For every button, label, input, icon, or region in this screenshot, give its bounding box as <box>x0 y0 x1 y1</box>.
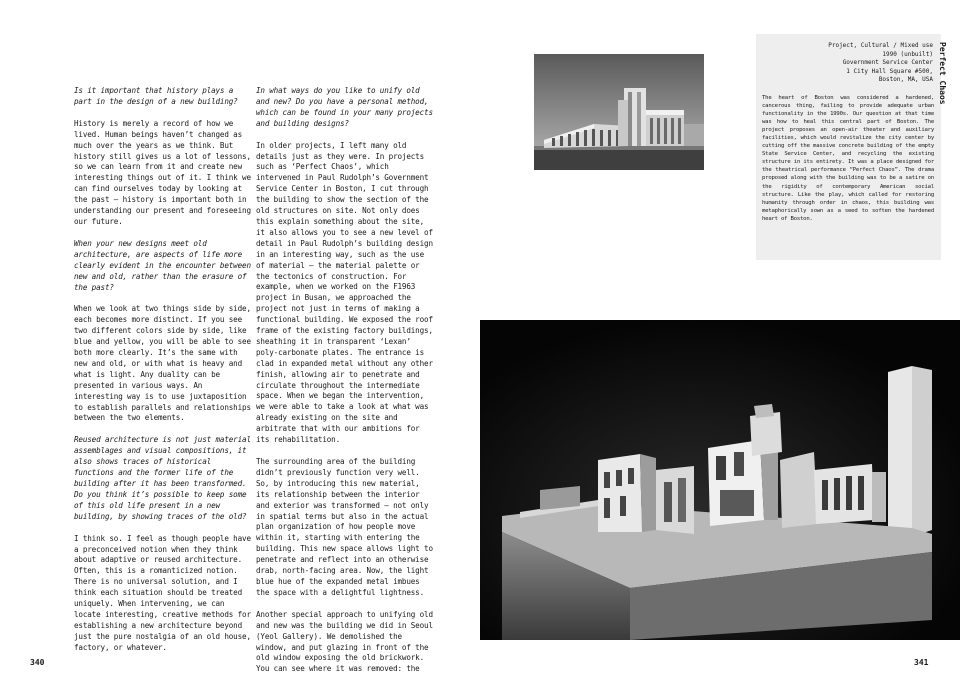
project-type: Project, Cultural / Mixed use <box>828 42 933 49</box>
project-title-vertical: Perfect Chaos <box>938 42 947 105</box>
page-number-right: 341 <box>914 658 929 667</box>
project-address: 1 City Hall Square #500, <box>846 67 933 75</box>
project-description: The heart of Boston was considered a hardened, cancerous thing, failing to provide adequate urban functionality in the 1990s. Our question at that time was how to heal this central part of Boston. The project proposes an open-air theater and auxiliary facilities, which would revitalize the city center by cutting off the massive concrete building of the empty State Service Center, and recycling the existing structure in its entirety. It was a place designed for the theatrical performance “Perfect Chaos”. The drama proposed along with the building was to be a satire on the rigidity of contemporary American social structure. Like the play, which called for restoring humanity through order in chaos, this building was metaphorically sown as a seed to soften the hardened heart of Boston. <box>762 95 934 222</box>
interview-question: Reused architecture is not just material assemblages and visual compositions, it also shows traces of historical functions and the former life of the building after it has been transformed. Do you think it’s possible to keep some of this old life present in a new building, by showing traces of the old? <box>74 435 251 521</box>
page-number-left: 340 <box>30 658 45 667</box>
project-meta <box>828 42 933 85</box>
interview-answer: In older projects, I left many old details just as they were. In projects such as ‘Perfect Chaos’, which intervened in Paul Rudolph’s Government Service Center in Boston, I cut through the building to show the section of the old structures on site. Not only does this explain something about the site, it also allows you to see a new level of detail in Paul Rudolph’s building design in an interesting way, such as the use of material – the material palette or the tectonics of construction. For example, when we worked on the F1963 project in Busan, we approached the project not just in terms of making a functional building. We exposed the roof frame of the existing factory buildings, sheathing it in transparent ‘Lexan’ poly-carbonate plates. The entrance is clad in expanded metal without any other finish, allowing air to penetrate and circulate throughout the intermediate space. When we began the intervention, we were able to take a look at what was already existing on the site and arbitrate that with our ambitions for its rehabilitation. <box>256 140 433 445</box>
interview-answer: History is merely a record of how we lived. Human beings haven’t changed as much over the years as we think. But history still gives us a lot of lessons, so we can learn from it and create new interesting things out of it. I think we can find ourselves today by looking at the past – history is important both in understanding our present and foreseeing our future. <box>74 118 251 226</box>
project-year: 1990 (unbuilt) <box>882 50 933 58</box>
project-city: Boston, MA, USA <box>878 76 933 84</box>
interview-question: Is it important that history plays a part in the design of a new building? <box>74 86 238 106</box>
government-service-center-photo <box>534 54 704 170</box>
project-building: Government Service Center <box>842 59 933 67</box>
interview-answer: The surrounding area of the building didn’t previously function very well. So, by introducing this new material, its relationship between the interior and exterior was transformed – not only in spatial terms but also in the actual plan organization of how people move within it, starting with entering the building. This new space allows light to penetrate and reflect into an otherwise drab, north-facing area. Now, the light blue hue of the expanded metal imbues the space with a delightful lightness. <box>256 457 433 597</box>
interview-answer: I think so. I feel as though people have a preconceived notion when they think about adaptive or reused architecture. Often, this is a romanticized notion. There is no universal solution, and I think each situation should be treated uniquely. When intervening, we can locate interesting, creative methods for establishing a new architecture beyond just the pure nostalgia of an old house, factory, or whatever. <box>74 533 251 652</box>
text-column-left <box>74 86 252 665</box>
interview-answer: When we look at two things side by side, each becomes more distinct. If you see two different colors side by side, like blue and yellow, you will be able to see both more clearly. It’s the same with new and old, or with what is heavy and what is light. Any duality can be presented in various ways. An interesting way is to use juxtaposition to establish parallels and relationships between the two elements. <box>74 304 251 423</box>
text-column-right <box>256 86 434 686</box>
interview-answer: Another special approach to unifying old and new was the building we did in Seoul (Yeol Gallery). We demolished the window, and put glazing in front of the old window exposing the old brickwork. You can see where it was removed: the <box>256 609 433 674</box>
interview-question: When your new designs meet old architecture, are aspects of life more clearly evident in the encounter between new and old, rather than the erasure of the past? <box>74 238 251 292</box>
architectural-model-photo <box>480 320 960 640</box>
project-info-box <box>756 34 941 260</box>
interview-question: In what ways do you like to unify old and new? Do you have a personal method, which can be found in your many projects and building designs? <box>256 86 433 128</box>
